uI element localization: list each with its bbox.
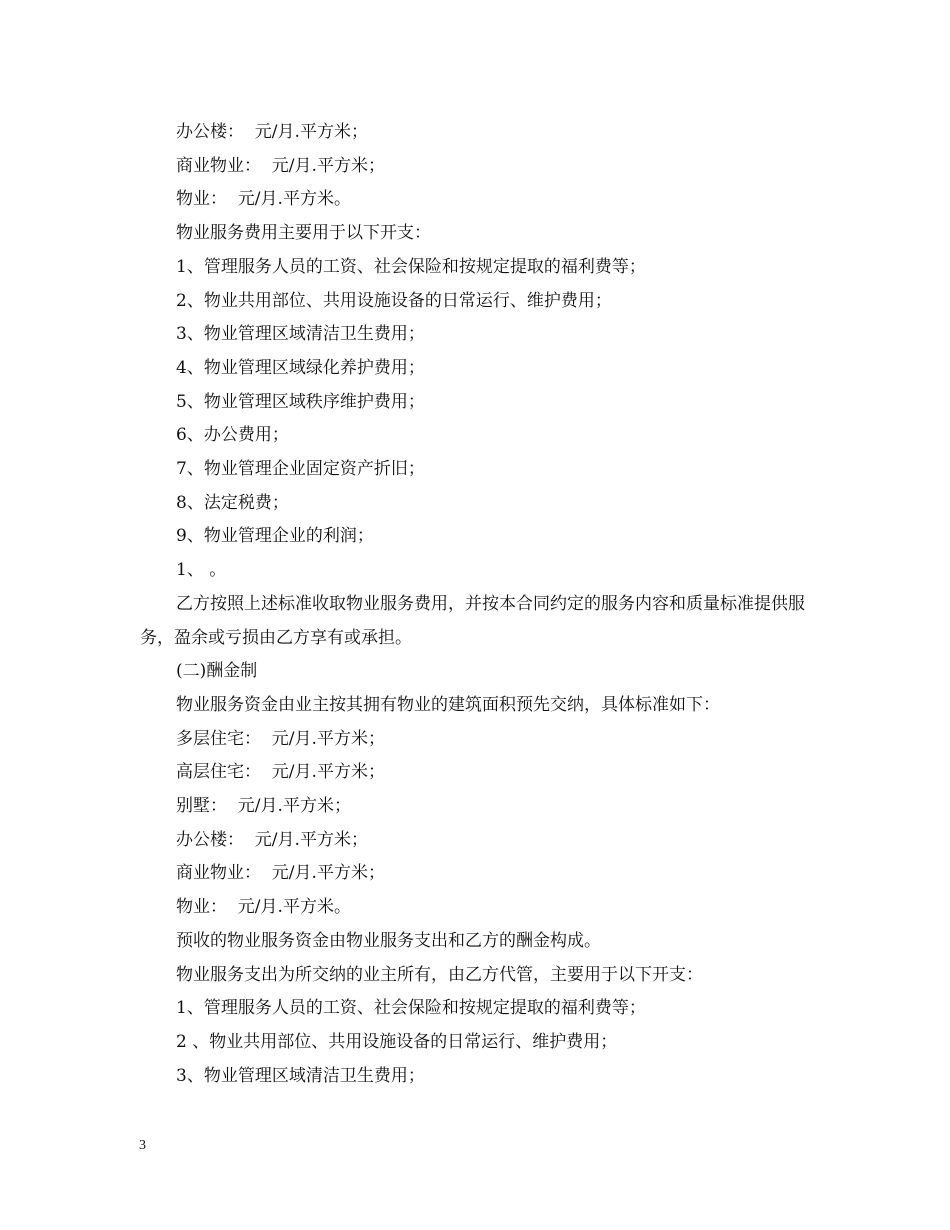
text-line: 别墅： 元/月.平方米；: [176, 796, 351, 817]
text-line: 物业服务支出为所交纳的业主所有，由乙方代管，主要用于以下开支：: [176, 964, 703, 985]
text-line: 多层住宅： 元/月.平方米；: [176, 728, 385, 749]
text-line: 1、管理服务人员的工资、社会保险和按规定提取的福利费等；: [176, 998, 646, 1019]
document-body: [140, 116, 820, 1093]
text-line: 办公楼： 元/月.平方米；: [176, 829, 368, 850]
text-line: 1、管理服务人员的工资、社会保险和按规定提取的福利费等；: [176, 256, 646, 277]
text-line: 6、办公费用；: [176, 425, 289, 446]
text-line: 物业： 元/月.平方米。: [176, 189, 351, 210]
page-number: 3: [139, 1138, 146, 1153]
text-line: 物业服务费用主要用于以下开支：: [176, 223, 431, 244]
text-line: 3、物业管理区域清洁卫生费用；: [176, 324, 425, 345]
text-line: 1、 。: [176, 560, 227, 581]
text-line: 商业物业： 元/月.平方米；: [176, 155, 385, 176]
section-heading: (二)酬金制: [176, 661, 258, 682]
text-line: 2 、物业共用部位、共用设施设备的日常运行、维护费用；: [176, 1031, 618, 1052]
text-line: 4、物业管理区域绿化养护费用；: [176, 357, 425, 378]
paragraph: 乙方按照上述标准收取物业服务费用，并按本合同约定的服务内容和质量标准提供服务，盈余或亏损由乙方享有或承担。: [140, 593, 805, 648]
text-line: 高层住宅： 元/月.平方米；: [176, 762, 385, 783]
text-line: 办公楼： 元/月.平方米；: [176, 122, 368, 142]
text-line: 7、物业管理企业固定资产折旧；: [176, 459, 425, 480]
text-line: 物业服务资金由业主按其拥有物业的建筑面积预先交纳，具体标准如下：: [176, 694, 720, 715]
text-line: 8、法定税费；: [176, 492, 289, 513]
text-line: 商业物业： 元/月.平方米；: [176, 863, 385, 884]
text-line: 5、物业管理区域秩序维护费用；: [176, 391, 425, 412]
text-line: 3、物业管理区域清洁卫生费用；: [176, 1065, 425, 1086]
text-line: 物业： 元/月.平方米。: [176, 897, 351, 918]
text-line: 2、物业共用部位、共用设施设备的日常运行、维护费用；: [176, 290, 612, 311]
text-line: 预收的物业服务资金由物业服务支出和乙方的酬金构成。: [176, 930, 601, 951]
text-line: 9、物业管理企业的利润；: [176, 526, 374, 547]
